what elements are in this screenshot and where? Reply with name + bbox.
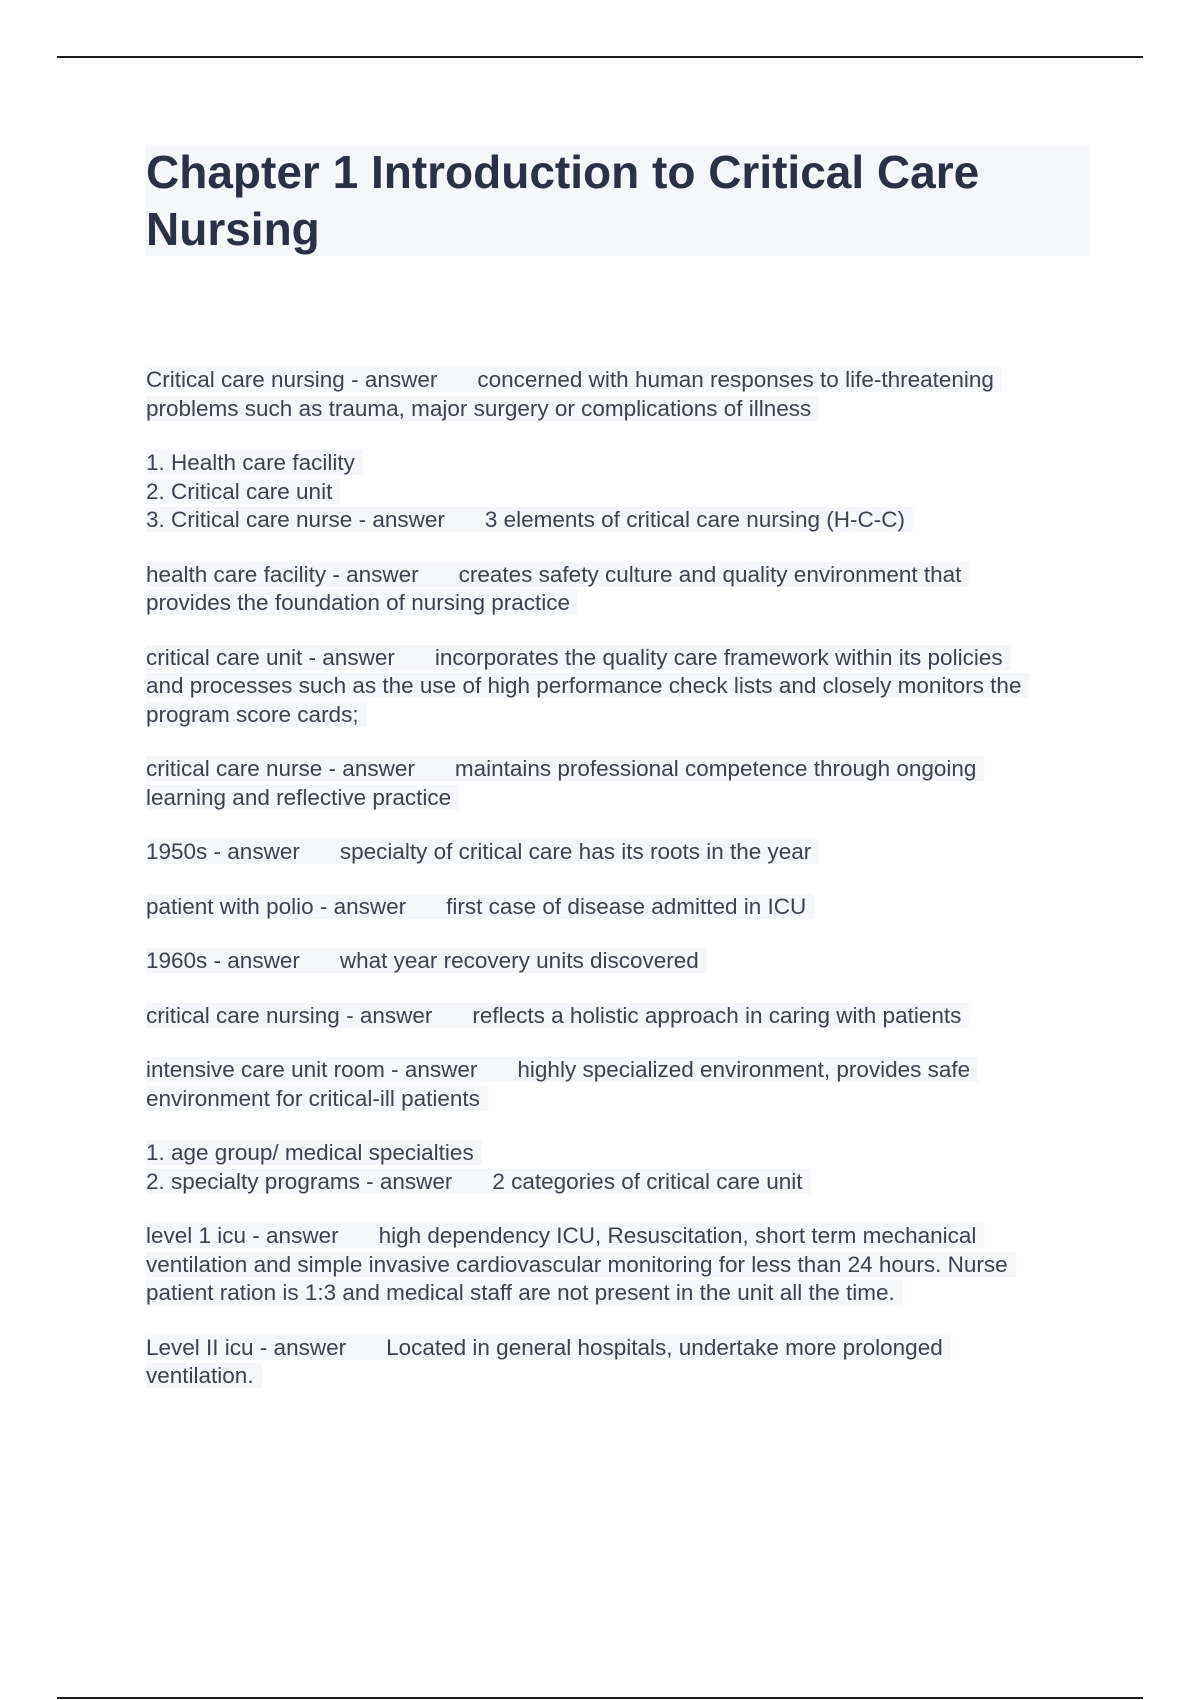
entry-line bbox=[146, 784, 1096, 813]
entry-term: 1960s - answer bbox=[146, 948, 300, 973]
flashcard-entry bbox=[146, 1139, 1096, 1196]
entry-line bbox=[146, 644, 1096, 673]
flashcard-entry bbox=[146, 1056, 1096, 1113]
entry-line-highlight bbox=[146, 1363, 262, 1388]
entry-line bbox=[146, 1334, 1096, 1363]
entry-term: health care facility - answer bbox=[146, 561, 419, 587]
entry-definition: creates safety culture and quality environment that bbox=[458, 561, 962, 587]
entry-text: learning and reflective practice bbox=[146, 784, 452, 810]
entry-term: critical care nurse - answer bbox=[146, 756, 415, 781]
entry-line bbox=[146, 1279, 1096, 1308]
flashcard-entry bbox=[146, 1222, 1096, 1308]
flashcard-list bbox=[146, 366, 1096, 1417]
flashcard-entry bbox=[146, 947, 1096, 976]
entry-term: 2. specialty programs - answer bbox=[146, 1168, 453, 1194]
entry-line-highlight bbox=[146, 645, 1011, 670]
entry-line-highlight bbox=[146, 948, 707, 973]
entry-line-highlight bbox=[146, 450, 363, 475]
entry-term: patient with polio - answer bbox=[146, 893, 407, 919]
entry-line-highlight bbox=[146, 367, 1002, 392]
entry-term: 1950s - answer bbox=[146, 839, 300, 864]
entry-text: problems such as trauma, major surgery or complications of illness bbox=[146, 395, 812, 421]
entry-definition: maintains professional competence through ongoing bbox=[454, 756, 977, 781]
entry-text: ventilation and simple invasive cardiovascular monitoring for less than 24 hours. Nurse bbox=[146, 1251, 1008, 1277]
entry-line bbox=[146, 1002, 1096, 1031]
entry-line bbox=[146, 395, 1096, 424]
entry-line-highlight bbox=[146, 1280, 903, 1305]
entry-line bbox=[146, 478, 1096, 507]
entry-line bbox=[146, 506, 1096, 535]
entry-line-highlight bbox=[146, 507, 913, 532]
entry-line bbox=[146, 449, 1096, 478]
entry-line bbox=[146, 366, 1096, 395]
entry-line-highlight bbox=[146, 785, 459, 810]
entry-line bbox=[146, 1056, 1096, 1085]
top-rule bbox=[57, 56, 1143, 58]
entry-definition: Located in general hospitals, undertake more prolonged bbox=[386, 1334, 943, 1360]
entry-line-highlight bbox=[146, 673, 1029, 698]
entry-term: Critical care nursing - answer bbox=[146, 367, 438, 392]
flashcard-entry bbox=[146, 561, 1096, 618]
entry-definition: incorporates the quality care framework within its policies bbox=[434, 644, 1003, 670]
entry-line bbox=[146, 893, 1096, 922]
entry-text: ventilation. bbox=[146, 1363, 254, 1388]
flashcard-entry bbox=[146, 366, 1096, 423]
entry-definition: high dependency ICU, Resuscitation, short term mechanical bbox=[378, 1223, 977, 1248]
entry-line-highlight bbox=[146, 1169, 811, 1194]
entry-line-highlight bbox=[146, 894, 814, 919]
page-title: Chapter 1 Introduction to Critical Care Nursing bbox=[146, 146, 980, 255]
entry-definition: specialty of critical care has its roots in the year bbox=[339, 839, 812, 864]
bottom-rule bbox=[57, 1697, 1143, 1699]
entry-text: program score cards; bbox=[146, 701, 359, 727]
entry-line-highlight bbox=[146, 479, 340, 504]
entry-line bbox=[146, 1139, 1096, 1168]
entry-term: critical care nursing - answer bbox=[146, 1002, 433, 1028]
entry-line-highlight bbox=[146, 590, 578, 615]
entry-text: 1. Health care facility bbox=[146, 450, 355, 475]
entry-term: intensive care unit room - answer bbox=[146, 1057, 478, 1082]
entry-text: 1. age group/ medical specialties bbox=[146, 1140, 474, 1165]
entry-line-highlight bbox=[146, 1140, 482, 1165]
entry-definition: 3 elements of critical care nursing (H-C-C) bbox=[484, 507, 905, 532]
entry-line-highlight bbox=[146, 1003, 969, 1028]
entry-text: 2. Critical care unit bbox=[146, 478, 333, 504]
entry-line bbox=[146, 701, 1096, 730]
entry-term: 3. Critical care nurse - answer bbox=[146, 507, 445, 532]
flashcard-entry bbox=[146, 449, 1096, 535]
entry-line bbox=[146, 838, 1096, 867]
entry-line-highlight bbox=[146, 1057, 978, 1082]
entry-definition: reflects a holistic approach in caring with patients bbox=[472, 1002, 962, 1028]
entry-line bbox=[146, 947, 1096, 976]
entry-definition: 2 categories of critical care unit bbox=[492, 1168, 803, 1194]
entry-text: environment for critical-ill patients bbox=[146, 1085, 480, 1111]
entry-text: patient ration is 1:3 and medical staff are not present in the unit all the time. bbox=[146, 1280, 895, 1305]
entry-line-highlight bbox=[146, 1086, 488, 1111]
entry-definition: what year recovery units discovered bbox=[339, 948, 699, 973]
entry-line-highlight bbox=[146, 562, 969, 587]
entry-text: and processes such as the use of high performance check lists and closely monitors the bbox=[146, 673, 1022, 698]
entry-line bbox=[146, 672, 1096, 701]
entry-line-highlight bbox=[146, 1252, 1016, 1277]
flashcard-entry bbox=[146, 1002, 1096, 1031]
flashcard-entry bbox=[146, 644, 1096, 730]
entry-definition: concerned with human responses to life-threatening bbox=[477, 367, 994, 392]
flashcard-entry bbox=[146, 893, 1096, 922]
entry-line-highlight bbox=[146, 839, 819, 864]
entry-line bbox=[146, 755, 1096, 784]
flashcard-entry bbox=[146, 1334, 1096, 1391]
entry-line bbox=[146, 1251, 1096, 1280]
entry-line bbox=[146, 1222, 1096, 1251]
entry-line bbox=[146, 1085, 1096, 1114]
entry-term: critical care unit - answer bbox=[146, 644, 395, 670]
entry-line bbox=[146, 561, 1096, 590]
entry-definition: first case of disease admitted in ICU bbox=[446, 893, 807, 919]
flashcard-entry bbox=[146, 755, 1096, 812]
entry-line-highlight bbox=[146, 1335, 951, 1360]
entry-definition: highly specialized environment, provides safe bbox=[517, 1057, 971, 1082]
flashcard-entry bbox=[146, 838, 1096, 867]
entry-line-highlight bbox=[146, 702, 367, 727]
entry-line bbox=[146, 1362, 1096, 1391]
entry-line bbox=[146, 1168, 1096, 1197]
entry-term: Level II icu - answer bbox=[146, 1334, 347, 1360]
entry-line-highlight bbox=[146, 396, 819, 421]
entry-line bbox=[146, 589, 1096, 618]
entry-line-highlight bbox=[146, 756, 984, 781]
entry-line-highlight bbox=[146, 1223, 984, 1248]
entry-text: provides the foundation of nursing practice bbox=[146, 590, 571, 615]
entry-term: level 1 icu - answer bbox=[146, 1223, 339, 1248]
